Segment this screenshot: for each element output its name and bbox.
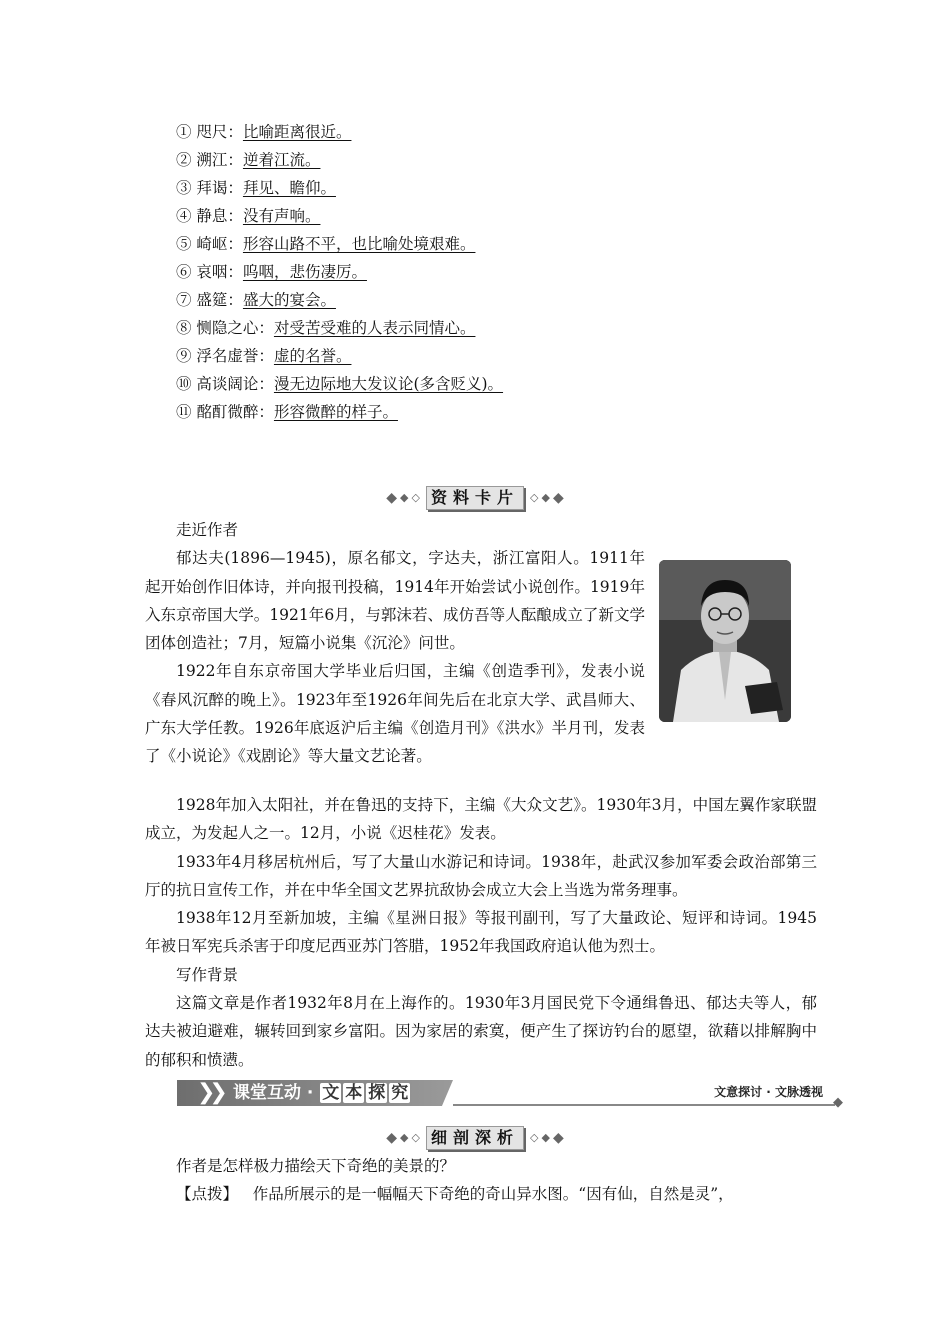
author-paragraph: 1938年12月至新加坡，主编《星洲日报》等报刊副刊，写了大量政论、短评和诗词。1945年被日军宪兵杀害于印度尼西亚苏门答腊，1952年我国政府追认他为烈士。 <box>145 909 817 956</box>
author-paragraph: 郁达夫(1896—1945)，原名郁文，字达夫，浙江富阳人。1911年起开始创作旧体诗，并向报刊投稿，1914年开始尝试小说创作。1919年入东京帝国大学。1921年6月，与郭沫若、成仿吾等人酝酿成立了新文学团体创造社；7月，短篇小说集《沉沦》问世。 <box>145 549 645 653</box>
banner-title: 课堂互动 · 文 本 探 究 <box>233 1083 409 1103</box>
background-paragraph: 这篇文章是作者1932年8月在上海作的。1930年3月国民党下令通缉鲁迅、郁达夫等人，郁达夫被迫避难，辗转回到家乡富阳。因为家居的索寞，便产生了探访钓台的愿望，欲藉以排解胸中的郁积和愤懑。 <box>145 994 817 1069</box>
section-title-analysis <box>0 1123 950 1151</box>
class-interaction-banner <box>177 1080 843 1108</box>
diamond-ornament-right-icon: ◇ ◆ ◆ <box>530 1130 564 1146</box>
analysis-question: 作者是怎样极力描绘天下奇绝的美景的？ <box>176 1157 456 1175</box>
banner-subtitle: 文意探讨 · 文脉透视 <box>714 1085 823 1099</box>
vocab-item: ② 溯江：逆着江流。 <box>176 151 321 169</box>
vocab-item: ⑥ 哀咽：呜咽，悲伤凄厉。 <box>176 263 367 281</box>
analysis-tip <box>145 1180 817 1208</box>
author-section-continued <box>145 791 817 1074</box>
vocab-item: ④ 静息：没有声响。 <box>176 207 321 225</box>
vocab-item: ③ 拜谒：拜见、瞻仰。 <box>176 179 336 197</box>
diamond-icon: ◆ <box>833 1095 843 1110</box>
author-paragraph: 1933年4月移居杭州后，写了大量山水游记和诗词。1938年，赴武汉参加军委会政治部第三厅的抗日宣传工作，并在中华全国文艺界抗敌协会成立大会上当选为常务理事。 <box>145 852 817 899</box>
vocab-item: ⑨ 浮名虚誉：虚的名誉。 <box>176 347 352 365</box>
diamond-ornament-left-icon: ◆ ◆ ◇ <box>386 490 420 506</box>
section-title-text: 资料卡片 <box>426 486 524 510</box>
section-title-reference <box>0 483 950 511</box>
vocab-item: ⑪ 酩酊微醉：形容微醉的样子。 <box>176 403 398 421</box>
double-chevron-icon: ❯❯ <box>197 1080 222 1105</box>
author-heading: 走近作者 <box>176 521 239 539</box>
vocab-item: ① 咫尺：比喻距离很近。 <box>176 123 352 141</box>
background-heading: 写作背景 <box>176 965 239 984</box>
vocab-item: ⑧ 恻隐之心：对受苦受难的人表示同情心。 <box>176 319 476 337</box>
vocab-list <box>176 118 816 426</box>
vocab-item: ⑦ 盛筵：盛大的宴会。 <box>176 291 336 309</box>
analysis-section <box>145 1152 817 1209</box>
tip-label: 【点拨】 <box>176 1185 239 1204</box>
author-paragraph: 1922年自东京帝国大学毕业后归国，主编《创造季刊》，发表小说《春风沉醉的晚上》。1923年至1926年间先后在北京大学、武昌师大、广东大学任教。1926年底返沪后主编《创造月刊》《洪水》半月刊，发表了《小说论》《戏剧论》等大量文艺论著。 <box>145 662 645 766</box>
diamond-ornament-right-icon: ◇ ◆ ◆ <box>530 490 564 506</box>
tip-text: 作品所展示的是一幅幅天下奇绝的奇山异水图。“因有仙，自然是灵”， <box>252 1185 734 1204</box>
author-section <box>145 516 817 771</box>
diamond-ornament-left-icon: ◆ ◆ ◇ <box>386 1130 420 1146</box>
vocab-item: ⑤ 崎岖：形容山路不平，也比喻处境艰难。 <box>176 235 476 253</box>
vocab-item: ⑩ 高谈阔论：漫无边际地大发议论(多含贬义)。 <box>176 375 504 393</box>
section-title-text: 细剖深析 <box>426 1126 524 1150</box>
author-paragraph: 1928年加入太阳社，并在鲁迅的支持下，主编《大众文艺》。1930年3月，中国左翼作家联盟成立，为发起人之一。12月，小说《迟桂花》发表。 <box>145 796 817 843</box>
